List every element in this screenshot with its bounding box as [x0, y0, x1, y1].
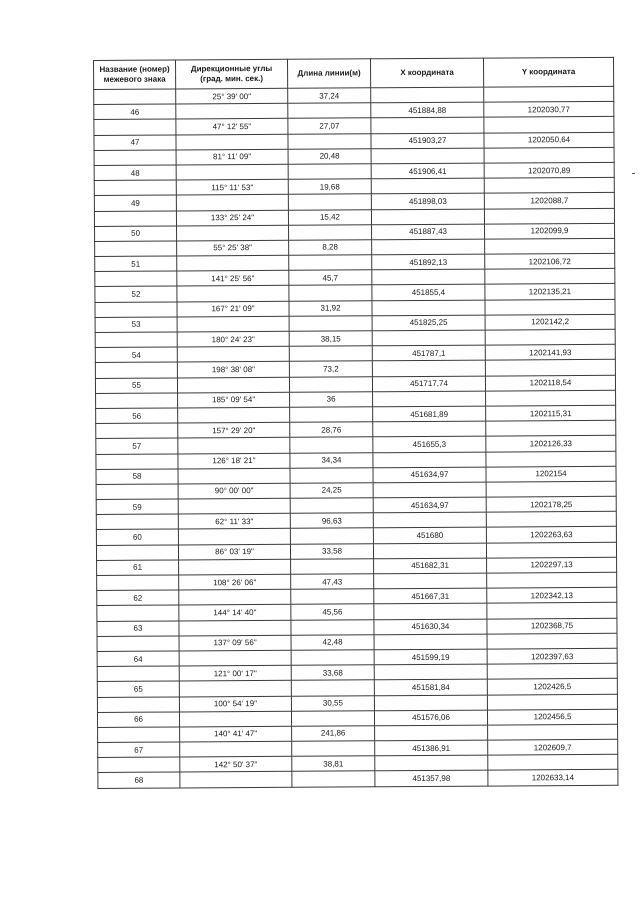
point-name: 55: [95, 378, 177, 394]
point-name: 48: [94, 165, 176, 181]
direction-angle: 126° 18' 21": [178, 453, 290, 469]
x-coordinate: 451581,84: [374, 679, 487, 695]
x-coordinate: 451680: [373, 528, 486, 544]
x-coordinate: 451630,34: [374, 619, 487, 635]
point-name: 64: [97, 651, 179, 667]
x-coordinate: 451681,89: [373, 406, 486, 422]
x-coordinate: 451576,06: [374, 710, 487, 726]
line-length: 96,63: [290, 513, 373, 529]
x-coordinate: 451892,13: [372, 254, 485, 270]
point-name: 65: [97, 681, 179, 697]
line-length: 241,86: [292, 726, 375, 742]
line-length: 33,68: [291, 665, 374, 681]
line-length: 19,68: [288, 179, 371, 195]
line-length: 47,43: [291, 574, 374, 590]
direction-angle: 141° 25' 56": [177, 271, 289, 287]
line-length: 15,42: [288, 209, 371, 225]
x-coordinate: 451906,41: [371, 163, 484, 179]
direction-angle: 133° 25' 24": [176, 210, 288, 226]
y-coordinate: 1202633,14: [488, 770, 618, 786]
line-length: 31,92: [289, 300, 372, 316]
header-x-coordinate: X координата: [370, 58, 483, 88]
y-coordinate: 1202030,77: [484, 102, 614, 118]
direction-angle: 157° 29' 20": [178, 422, 290, 438]
line-length: 30,55: [291, 695, 374, 711]
direction-angle: 108° 26' 06": [179, 574, 291, 590]
x-coordinate: 451887,43: [372, 224, 485, 240]
point-name: 49: [94, 195, 176, 211]
point-name: 51: [95, 256, 177, 272]
line-length: 34,34: [290, 452, 373, 468]
line-length: 27,07: [288, 118, 371, 134]
y-coordinate: 1202115,31: [486, 405, 616, 421]
direction-angle: 144° 14' 40": [179, 605, 291, 621]
direction-angle: 55° 25' 38": [177, 240, 289, 256]
header-point-name: Название (номер) межевого знака: [94, 60, 176, 90]
y-coordinate: 1202050,64: [484, 132, 614, 148]
y-coordinate: 1202154: [486, 466, 616, 482]
x-coordinate: 451717,74: [372, 376, 485, 392]
direction-angle: 137° 09' 56": [179, 635, 291, 651]
direction-angle: 185° 09' 54": [178, 392, 290, 408]
y-coordinate: 1202342,13: [487, 587, 617, 603]
x-coordinate: 451884,88: [371, 102, 484, 118]
table-row-point: [98, 770, 618, 788]
x-coordinate: 451386,91: [375, 740, 488, 756]
line-length: 33,58: [290, 543, 373, 559]
table-header: [94, 57, 614, 89]
direction-angle: 142° 50' 37": [180, 757, 292, 773]
line-length: 45,7: [289, 270, 372, 286]
y-coordinate: 1202141,93: [485, 345, 615, 361]
direction-angle: 115° 11' 53": [176, 179, 288, 195]
point-name: 62: [97, 590, 179, 606]
y-coordinate: 1202099,9: [485, 223, 615, 239]
point-name: 50: [95, 226, 177, 242]
scan-mark: [632, 173, 635, 174]
line-length: 20,48: [288, 149, 371, 165]
line-length: 36: [290, 392, 373, 408]
y-coordinate: 1202297,13: [487, 557, 617, 573]
direction-angle: 47° 12' 55": [176, 119, 288, 135]
point-name: 52: [95, 286, 177, 302]
y-coordinate: 1202118,54: [485, 375, 615, 391]
line-length: 38,15: [289, 331, 372, 347]
x-coordinate: 451357,98: [375, 771, 488, 787]
point-name: 56: [96, 408, 178, 424]
x-coordinate: 451634,97: [373, 497, 486, 513]
line-length: 73,2: [289, 361, 372, 377]
y-coordinate: 1202135,21: [485, 284, 615, 300]
direction-angle: 81° 11' 09": [176, 149, 288, 165]
y-coordinate: 1202609,7: [488, 739, 618, 755]
direction-angle: 121° 00' 17": [179, 665, 291, 681]
x-coordinate: 451634,97: [373, 467, 486, 483]
direction-angle: 167° 21' 09": [177, 301, 289, 317]
y-coordinate: 1202106,72: [485, 253, 615, 269]
x-coordinate: 451682,31: [374, 558, 487, 574]
line-length: 38,81: [292, 756, 375, 772]
direction-angle: 140° 41' 47": [180, 726, 292, 742]
x-coordinate: 451599,19: [374, 649, 487, 665]
point-name: 61: [97, 560, 179, 576]
direction-angle: 90° 00' 00": [178, 483, 290, 499]
y-coordinate: 1202178,25: [486, 496, 616, 512]
line-length: 37,24: [288, 88, 371, 104]
point-name: 63: [97, 621, 179, 637]
y-coordinate: 1202088,7: [484, 193, 614, 209]
line-length: 45,56: [291, 604, 374, 620]
point-name: 66: [97, 712, 179, 728]
direction-angle: 86° 03' 19": [178, 544, 290, 560]
direction-angle: 62° 11' 33": [178, 514, 290, 530]
y-coordinate: 1202070,89: [484, 162, 614, 178]
y-coordinate: 1202126,33: [486, 436, 616, 452]
direction-angle: 180° 24' 23": [177, 331, 289, 347]
x-coordinate: 451787,1: [372, 345, 485, 361]
direction-angle: 25° 39' 00": [176, 88, 288, 104]
point-name: 58: [96, 469, 178, 485]
point-name: 54: [95, 347, 177, 363]
y-coordinate: 1202142,2: [485, 314, 615, 330]
direction-angle: 198° 38' 08": [177, 362, 289, 378]
y-coordinate: 1202263,63: [486, 527, 616, 543]
x-coordinate: 451655,3: [373, 436, 486, 452]
line-length: 28,76: [290, 422, 373, 438]
point-name: 67: [98, 742, 180, 758]
point-name: 60: [96, 529, 178, 545]
boundary-coordinates-table: [93, 57, 618, 789]
y-coordinate: 1202368,75: [487, 618, 617, 634]
header-direction-angle: Дирекционные углы (град. мин. сек.): [176, 59, 288, 89]
y-coordinate: 1202397,63: [487, 648, 617, 664]
x-coordinate: 451898,03: [371, 193, 484, 209]
point-name: 53: [95, 317, 177, 333]
table-body: [94, 86, 618, 788]
point-name: 46: [94, 104, 176, 120]
line-length: 24,25: [290, 483, 373, 499]
point-name: 59: [96, 499, 178, 515]
line-length: 8,28: [289, 240, 372, 256]
x-coordinate: 451855,4: [372, 285, 485, 301]
x-coordinate: 451667,31: [374, 588, 487, 604]
point-name: 68: [98, 772, 180, 788]
point-name: 47: [94, 135, 176, 151]
x-coordinate: 451825,25: [372, 315, 485, 331]
header-y-coordinate: Y координата: [483, 57, 613, 87]
header-line-length: Длина линии(м): [287, 59, 370, 89]
y-coordinate: 1202426,5: [487, 679, 617, 695]
x-coordinate: 451903,27: [371, 133, 484, 149]
point-name: 57: [96, 438, 178, 454]
line-length: 42,48: [291, 635, 374, 651]
y-coordinate: 1202456,5: [487, 709, 617, 725]
direction-angle: 100° 54' 19": [179, 696, 291, 712]
